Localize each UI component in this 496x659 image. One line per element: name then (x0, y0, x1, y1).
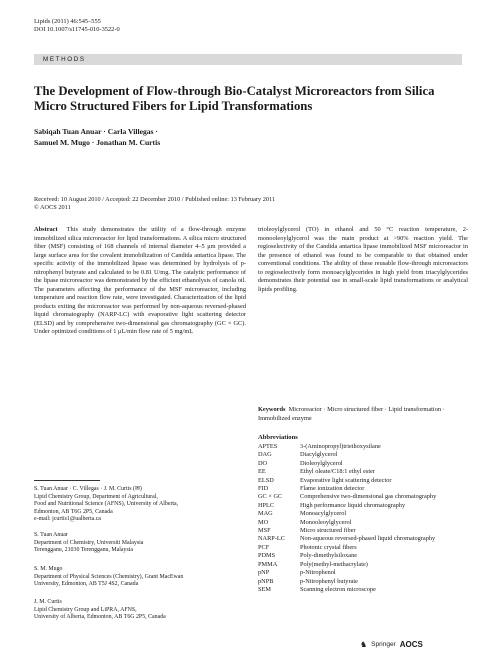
keywords-text: Microreactor · Micro structured fiber · Lipid transformation · Immobilized enzyme (258, 406, 445, 422)
abbreviation-value: Comprehensive two-dimensional gas chromatography (300, 493, 437, 501)
paper-title: The Development of Flow-through Bio-Catalyst Microreactors from Silica Micro Structured Fibers for Lipid Transformations (34, 84, 435, 113)
abbreviation-value: Evaporative light scattering detector (300, 476, 392, 484)
dates-line: Received: 10 August 2010 / Accepted: 22 December 2010 / Published online: 13 February 2011 (34, 196, 276, 203)
abbreviation-value: High performance liquid chromatography (300, 501, 406, 509)
affiliation-block (34, 486, 246, 524)
keywords-heading: Keywords (258, 406, 286, 413)
affiliation-line: S. Tuan Anuar · C. Villegas · J. M. Curtis (✉) (34, 486, 142, 492)
abbreviation-value: Photonic crystal fibers (300, 543, 357, 551)
abbreviation-row (258, 502, 468, 510)
springer-horse-icon: ♞ (360, 640, 368, 649)
affiliation-line: Lipid Chemistry Group, Department of Agricultural, (34, 493, 158, 500)
abbreviation-key: MSF (258, 527, 271, 535)
abbreviation-value: Dioleoylglycerol (300, 459, 343, 467)
affiliation-line: Department of Physical Sciences (Chemistry), Grant MacEwan (34, 573, 184, 580)
abbreviation-key: MAG (258, 510, 273, 518)
publication-dates (34, 196, 464, 212)
abbreviation-value: Scanning electron microscope (300, 585, 376, 593)
publisher-name: Springer (371, 641, 396, 648)
abbreviation-value: p-Nitrophenyl butyrate (300, 577, 358, 585)
author-list (34, 127, 334, 148)
abbreviation-row (258, 552, 468, 560)
affiliation-line: Department of Chemistry, Universiti Malaysia (34, 539, 144, 546)
abbreviation-row (258, 569, 468, 577)
abbreviation-row (258, 477, 468, 485)
abbreviation-value: 3-(Aminopropyl)triethoxysilane (300, 443, 381, 450)
abbreviation-key: HPLC (258, 501, 275, 509)
affiliation-line: Lipid Chemistry Group and LiPRA, AFNS, (34, 606, 137, 613)
abbreviation-value: Non-aqueous reversed-phased liquid chromatography (300, 535, 436, 543)
affiliation-line: e-mail: jcurtis1@ualberta.ca (34, 516, 101, 523)
abbreviation-key: SEM (258, 585, 271, 593)
affiliation-line: Edmonton, AB T6G 2P5, Canada (34, 508, 113, 515)
affiliation-block (34, 599, 246, 622)
affiliation-line: Terengganu, 21030 Terengganu, Malaysia (34, 547, 134, 554)
journal-citation (34, 18, 120, 35)
abbreviation-value: Ethyl oleate/C18:1 ethyl ester (300, 468, 376, 476)
abbreviation-key: NARP-LC (258, 535, 285, 543)
affiliation-line: J. M. Curtis (34, 599, 62, 605)
abbreviation-row (258, 586, 468, 594)
abbreviation-row (258, 460, 468, 468)
abbreviations-heading: Abbreviations (258, 434, 298, 441)
abbreviation-value: Monooleoylglycerol (300, 518, 352, 526)
abstract (34, 226, 246, 337)
publisher-footer (360, 640, 423, 649)
affiliation-block (34, 532, 246, 555)
abbreviation-key: ELSD (258, 476, 274, 484)
affiliation-line: S. M. Mugo (34, 566, 63, 572)
journal-doi: DOI 10.1007/s11745-010-3522-0 (34, 26, 120, 34)
abbreviation-row (258, 527, 468, 535)
abbreviation-key: pNPB (258, 577, 274, 585)
section-bar (34, 54, 462, 65)
abbreviation-key: MO (258, 518, 269, 526)
abbreviation-key: PDMS (258, 552, 276, 560)
abbreviation-row (258, 535, 468, 543)
affiliation-block (34, 566, 246, 589)
abbreviation-row (258, 510, 468, 518)
affiliation-line: Food and Nutritional Science (AFNS), University of Alberta, (34, 501, 179, 508)
affiliation-line: S. Tuan Anuar (34, 532, 68, 538)
abbreviation-key: PCF (258, 543, 270, 551)
abstract-continuation: trioleoylglycerol (TO) in ethanol and 50 °C reaction temperature, 2-monooleoylglycerol was the main product at >90% reaction yield. The regioselectivity of the Candida antartica lipase immobilized MSF microreactor in the presence of ethanol was found to be comparable to that obtained under conventional conditions. The ability of these reusable flow-through microreactors to regioselectively form monoacylglycerides in high yield from triacylglycerides demonstrates their potential use in small-scale lipid transformations or analytical lipids profiling. (258, 226, 468, 293)
abbreviation-value: Poly-dimethylsiloxane (300, 552, 358, 560)
abbreviation-key: DO (258, 459, 268, 467)
affiliation-line: University, Edmonton, AB T5J 4S2, Canada (34, 581, 139, 588)
abbreviation-value: Micro structured fiber (300, 527, 356, 535)
abbreviation-key: pNP (258, 569, 270, 577)
journal-line-1: Lipids (2011) 46:545–555 (34, 18, 101, 25)
abbreviation-row (258, 451, 468, 459)
society-logo: AOCS (399, 640, 423, 649)
author-line-1: Sabiqah Tuan Anuar · Carla Villegas · (34, 127, 158, 136)
abbreviation-key: DAG (258, 451, 272, 459)
abbreviation-row (258, 485, 468, 493)
abbreviation-key: GC × GC (258, 493, 283, 501)
abbreviation-value: Monoacylglycerol (300, 510, 347, 518)
abbreviation-value: Poly(methyl-methacrylate) (300, 560, 368, 568)
abbreviation-value: Flame ionization detector (300, 485, 365, 493)
abbreviation-key: PMMA (258, 560, 278, 568)
author-line-2: Samuel M. Mugo · Jonathan M. Curtis (34, 137, 161, 147)
abbreviation-row (258, 578, 468, 586)
abbreviation-row (258, 493, 468, 501)
abbreviation-key: EE (258, 468, 266, 476)
footnote-divider (34, 480, 100, 481)
section-label: METHODS (43, 56, 86, 63)
abbreviation-row (258, 544, 468, 552)
abbreviations-list (258, 443, 468, 594)
abbreviation-key: APTES (258, 443, 278, 450)
keywords (258, 406, 468, 423)
abbreviation-key: FID (258, 485, 269, 493)
abbreviation-value: Diacylglycerol (300, 451, 338, 459)
abbreviation-row (258, 468, 468, 476)
abbreviation-row (258, 443, 468, 451)
abstract-text: This study demonstrates the utility of a flow-through enzyme immobilized silica microreactor for lipid transformations. A silica micro structured fiber (MSF) consisting of 168 channels of internal diameter 4–5 μm provided a large surface area for the covalent immobilization of Candida antartica lipase. The specific activity of the immobilized lipase was determined by hydrolysis of p-nitrophenyl butyrate and calculated to be 0.81 U/mg. The catalytic performance of the lipase microreactor was demonstrated by the efficient ethanolysis of canola oil. The parameters affecting the performance of the MSF microreactor, including temperature and reaction flow rate, were investigated. Characterization of the lipid products exiting the microreactor was performed by non-aqueous reversed-phased liquid chromatography (NARP-LC) with evaporative light scattering detector (ELSD) and by comprehensive two-dimensional gas chromatography (GC × GC). Under optimized conditions of 1 μL/min flow rate of 5 mg/mL (34, 226, 246, 335)
abbreviation-row (258, 519, 468, 527)
abbreviation-row (258, 561, 468, 569)
copyright-line: © AOCS 2011 (34, 204, 71, 212)
abbreviation-value: p-Nitrophenol (300, 569, 336, 577)
affiliation-line: University of Alberta, Edmonton, AB T6G 2P5, Canada (34, 614, 166, 621)
abstract-heading: Abstract (34, 226, 58, 233)
